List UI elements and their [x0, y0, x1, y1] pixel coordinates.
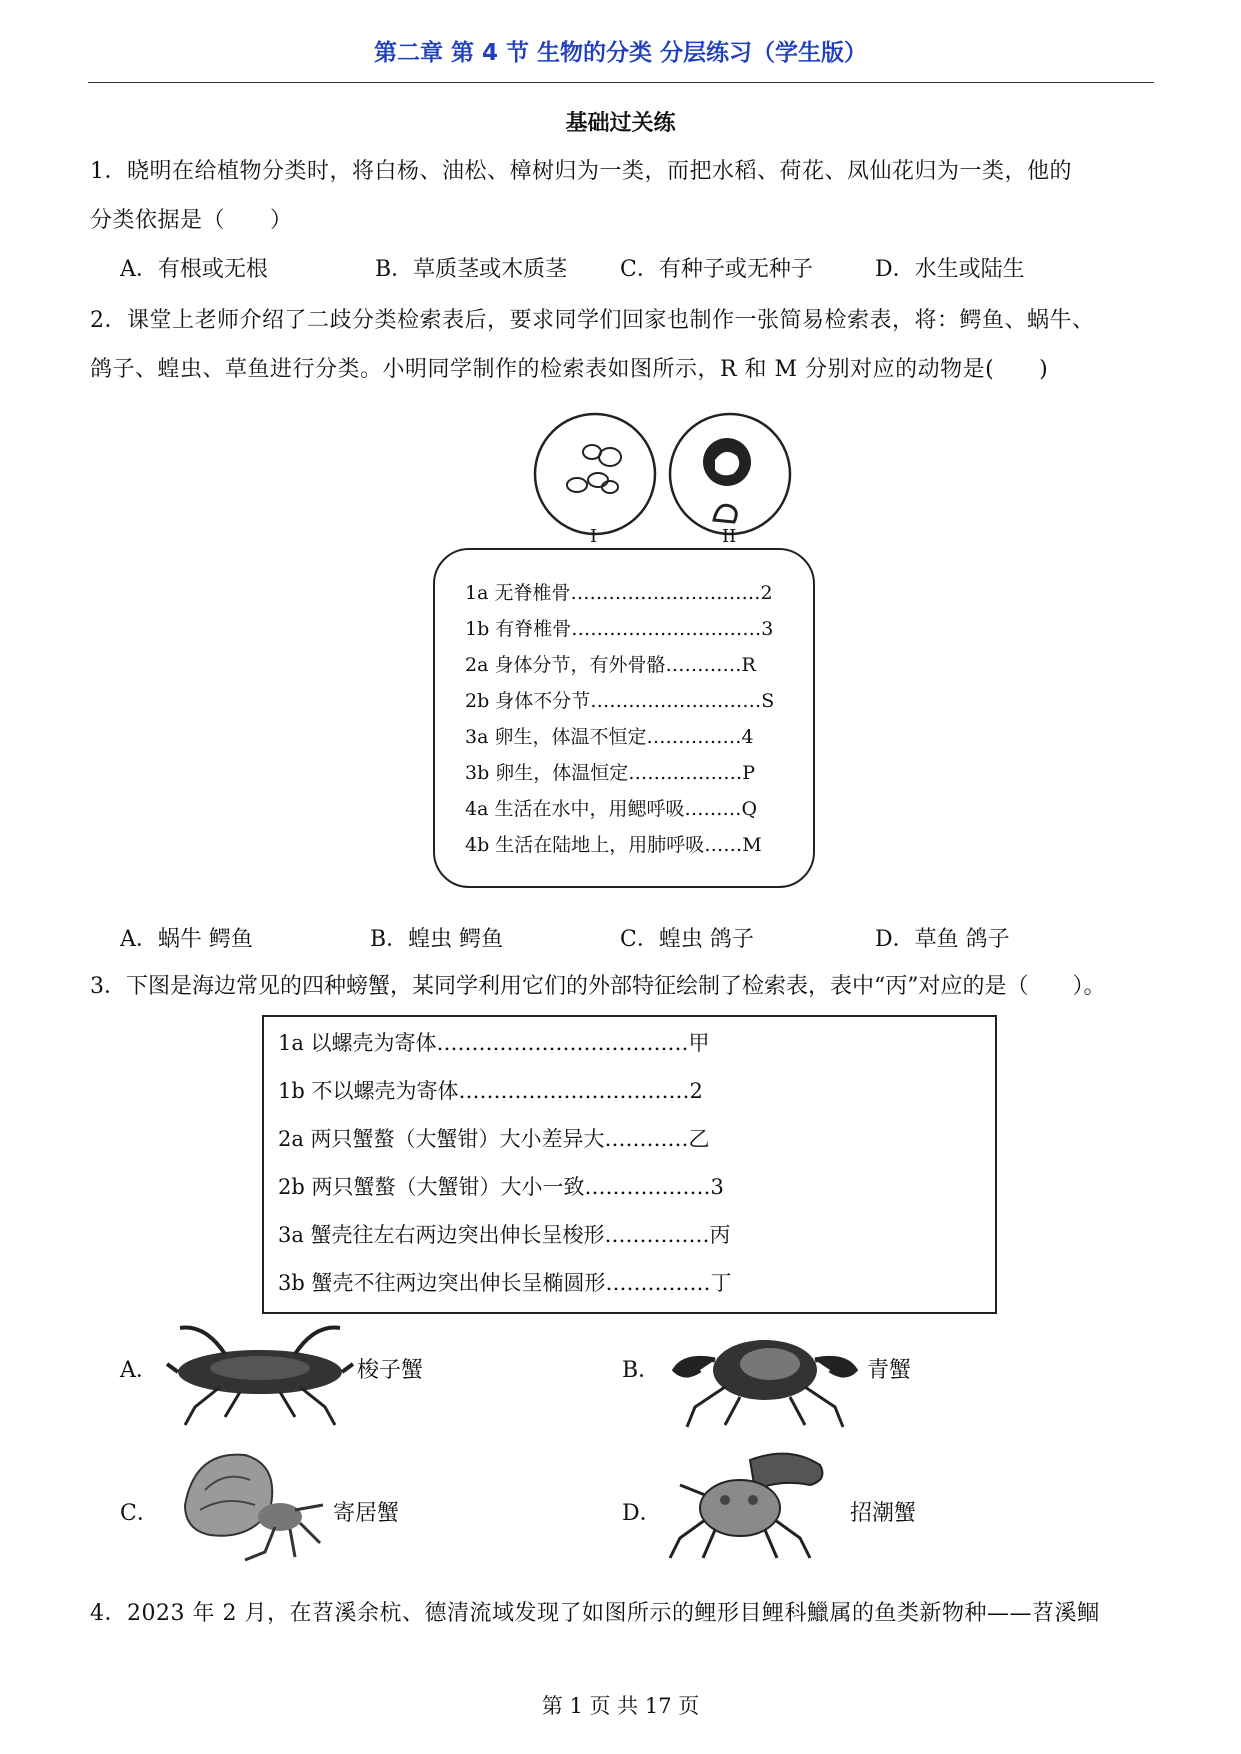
- q3-key-row: 3a 蟹壳往左右两边突出伸长呈梭形……………丙: [278, 1223, 731, 1247]
- q3-key-row: 1a 以螺壳为寄体………………………………甲: [278, 1031, 710, 1055]
- q2-classification-key: [433, 548, 815, 888]
- swimming-crab-icon: [165, 1312, 355, 1427]
- q1-stem-line1: 1．晓明在给植物分类时，将白杨、油松、樟树归为一类，而把水稻、荷花、凤仙花归为一类，他的: [90, 159, 1073, 184]
- circle-i-image: [535, 414, 655, 534]
- q2-stem-line2: 鸽子、蝗虫、草鱼进行分类。小明同学制作的检索表如图所示，R 和 M 分别对应的动物是( ): [90, 357, 1049, 382]
- header-divider: [88, 82, 1154, 83]
- q3-stem-line1: 3．下图是海边常见的四种螃蟹，某同学利用它们的外部特征绘制了检索表，表中“丙”对应的是（ ）。: [90, 974, 1106, 999]
- page-number: 第 1 页 共 17 页: [541, 1694, 700, 1718]
- section-title: 基础过关练: [565, 111, 676, 136]
- q1-option-d: D．水生或陆生: [875, 257, 1025, 282]
- q1-option-b: B．草质茎或木质茎: [375, 257, 568, 282]
- q2-stem-line1: 2．课堂上老师介绍了二歧分类检索表后，要求同学们回家也制作一张简易检索表，将：鳄鱼、蜗牛、: [90, 308, 1095, 333]
- q3-option-a-name: 梭子蟹: [357, 1358, 424, 1383]
- q3-key-row: 3b 蟹壳不往两边突出伸长呈椭圆形……………丁: [278, 1271, 732, 1295]
- q2-option-b: B．蝗虫 鳄鱼: [370, 927, 504, 952]
- q2-key-row: 3a 卵生，体温不恒定……………4: [465, 726, 754, 748]
- q2-option-a: A．蜗牛 鳄鱼: [120, 927, 253, 952]
- q2-key-row: 3b 卵生，体温恒定………………P: [465, 762, 756, 784]
- q2-key-row: 4b 生活在陆地上，用肺呼吸……M: [465, 834, 762, 856]
- q2-option-d: D．草鱼 鸽子: [875, 927, 1010, 952]
- mud-crab-icon: [665, 1312, 865, 1432]
- q2-key-row: 4a 生活在水中，用鳃呼吸………Q: [465, 798, 758, 820]
- document-title: 第二章 第 4 节 生物的分类 分层练习（学生版）: [373, 40, 868, 66]
- q3-option-c-name: 寄居蟹: [333, 1501, 400, 1526]
- hermit-crab-icon: [165, 1445, 330, 1565]
- q4-stem-line1: 4．2023 年 2 月，在苕溪余杭、德清流域发现了如图所示的鲤形目鲤科鱲属的鱼类新物种——苕溪鲴: [90, 1601, 1100, 1626]
- q1-stem-line2: 分类依据是（ ）: [90, 208, 293, 233]
- q1-option-c: C．有种子或无种子: [620, 257, 813, 282]
- q2-key-row: 1a 无脊椎骨…………………………2: [465, 582, 773, 604]
- q3-key-row: 2b 两只蟹螯（大蟹钳）大小一致………………3: [278, 1175, 724, 1199]
- q2-circles-figure: [530, 412, 820, 552]
- q2-key-row: 2a 身体分节，有外骨骼…………R: [465, 654, 756, 676]
- q2-option-c: C．蝗虫 鸽子: [620, 927, 754, 952]
- q3-option-a-letter: A．: [120, 1358, 158, 1383]
- q2-key-row: 2b 身体不分节………………………S: [465, 690, 775, 712]
- q3-key-row: 1b 不以螺壳为寄体……………………………2: [278, 1079, 703, 1103]
- circle-ii-image: [670, 414, 790, 534]
- fiddler-crab-icon: [665, 1440, 840, 1565]
- q3-classification-key: [262, 1015, 997, 1314]
- q3-option-d-name: 招潮蟹: [850, 1501, 917, 1526]
- q3-key-row: 2a 两只蟹螯（大蟹钳）大小差异大…………乙: [278, 1127, 710, 1151]
- q2-key-row: 1b 有脊椎骨…………………………3: [465, 618, 774, 640]
- q1-option-a: A．有根或无根: [120, 257, 268, 282]
- q3-option-b-letter: B．: [622, 1358, 661, 1383]
- q3-option-d-letter: D．: [622, 1501, 662, 1526]
- circle-label-i: I: [590, 526, 598, 547]
- circle-label-ii: II: [722, 526, 737, 547]
- q3-option-c-letter: C．: [120, 1501, 159, 1526]
- q3-option-b-name: 青蟹: [867, 1358, 912, 1383]
